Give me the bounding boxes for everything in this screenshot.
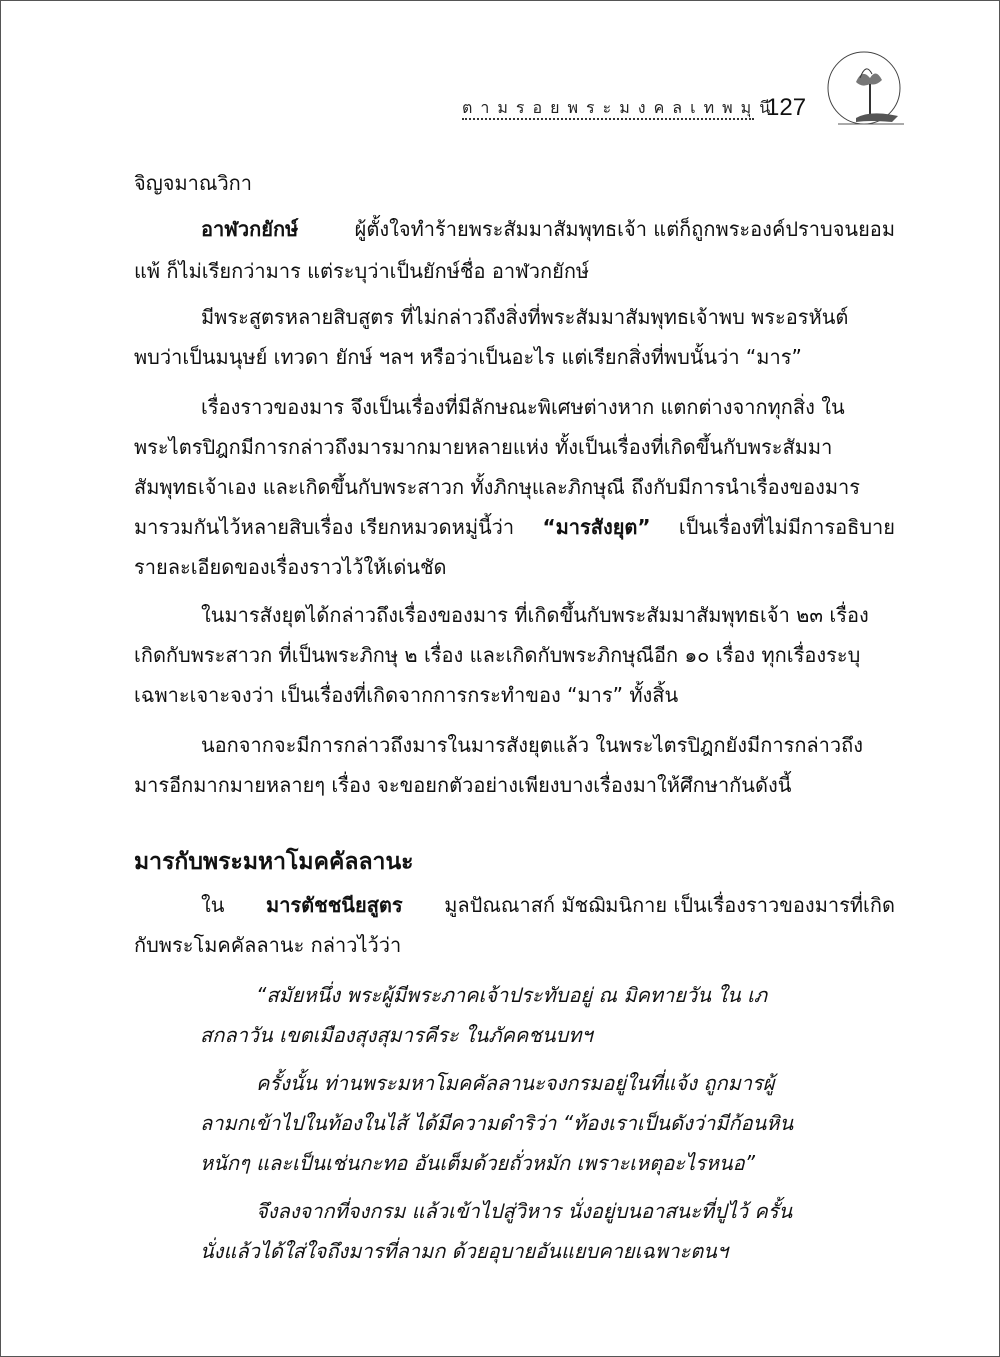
quote-line: สกลาวัน เขตเมืองสุงสุมารคีระ ในภัคคชนบทฯ [200, 1023, 593, 1047]
body-line [201, 216, 895, 242]
body-line: ในมารสังยุตได้กล่าวถึงเรื่องของมาร ที่เกิดขึ้นกับพระสัมมาสัมพุทธเจ้า ๒๓ เรื่อง [201, 603, 869, 627]
body-line: เกิดกับพระสาวก ที่เป็นพระภิกษุ ๒ เรื่อง และเกิดกับพระภิกษุณีอีก ๑๐ เรื่อง ทุกเรื่องระบุ [134, 643, 861, 667]
body-line [201, 892, 895, 918]
body-line [134, 514, 895, 540]
body-text: เป็นเรื่องที่ไม่มีการอธิบาย [678, 515, 895, 539]
bold-term: มารตัชชนียสูตร [266, 893, 403, 917]
body-line: จิญจมาณวิกา [134, 171, 253, 195]
quote-line: หนักๆ และเป็นเช่นกะทอ อันเต็มด้วยถั่วหมัก เพราะเหตุอะไรหนอ” [200, 1151, 755, 1175]
body-text: มูลปัณณาสก์ มัชฌิมนิกาย เป็นเรื่องราวของมารที่เกิด [444, 893, 895, 917]
dotted-rule [462, 118, 754, 120]
bold-term: อาฬวกยักษ์ [201, 217, 299, 241]
bold-term: “มารสังยุต” [542, 515, 651, 539]
quote-line: “สมัยหนึ่ง พระผู้มีพระภาคเจ้าประทับอยู่ ณ มิคทายวัน ใน เภ [256, 983, 768, 1007]
body-line: มารอีกมากมายหลายๆ เรื่อง จะขอยกตัวอย่างเพียงบางเรื่องมาให้ศึกษากันดังนี้ [134, 773, 792, 797]
body-line: แพ้ ก็ไม่เรียกว่ามาร แต่ระบุว่าเป็นยักษ์ชื่อ อาฬวกยักษ์ [134, 259, 590, 283]
body-line: พบว่าเป็นมนุษย์ เทวดา ยักษ์ ฯลฯ หรือว่าเป็นอะไร แต่เรียกสิ่งที่พบนั้นว่า “มาร” [134, 345, 802, 369]
body-line: มีพระสูตรหลายสิบสูตร ที่ไม่กล่าวถึงสิ่งที่พระสัมมาสัมพุทธเจ้าพบ พระอรหันต์ [201, 305, 849, 329]
body-text: ผู้ตั้งใจทำร้ายพระสัมมาสัมพุทธเจ้า แต่ก็ถูกพระองค์ปราบจนยอม [354, 217, 895, 241]
body-line: รายละเอียดของเรื่องราวไว้ให้เด่นชัด [134, 555, 447, 579]
quote-line: นั่งแล้วได้ใส่ใจถึงมารที่ลามก ด้วยอุบายอันแยบคายเฉพาะตนฯ [200, 1239, 729, 1263]
running-title: ตามรอยพระมงคลเทพมุนี [462, 98, 779, 117]
section-heading: มารกับพระมหาโมคคัลลานะ [134, 849, 414, 875]
body-line: กับพระโมคคัลลานะ กล่าวไว้ว่า [134, 933, 402, 957]
page-number: 127 [766, 94, 807, 121]
body-line: เรื่องราวของมาร จึงเป็นเรื่องที่มีลักษณะพิเศษต่างหาก แตกต่างจากทุกสิ่ง ใน [201, 395, 845, 419]
quote-line: ครั้งนั้น ท่านพระมหาโมคคัลลานะจงกรมอยู่ในที่แจ้ง ถูกมารผู้ [256, 1071, 775, 1095]
lotus-emblem-icon [826, 48, 916, 138]
body-text: มารวมกันไว้หลายสิบเรื่อง เรียกหมวดหมู่นี้ว่า [134, 515, 515, 539]
quote-line: จึงลงจากที่จงกรม แล้วเข้าไปสู่วิหาร นั่งอยู่บนอาสนะที่ปูไว้ ครั้น [256, 1199, 793, 1223]
body-line: เฉพาะเจาะจงว่า เป็นเรื่องที่เกิดจากการกระทำของ “มาร” ทั้งสิ้น [134, 683, 679, 707]
body-line: พระไตรปิฎกมีการกล่าวถึงมารมากมายหลายแห่ง ทั้งเป็นเรื่องที่เกิดขึ้นกับพระสัมมา [134, 435, 833, 459]
body-line: นอกจากจะมีการกล่าวถึงมารในมารสังยุตแล้ว ในพระไตรปิฎกยังมีการกล่าวถึง [201, 733, 864, 757]
body-text: ใน [201, 893, 225, 917]
body-line: สัมพุทธเจ้าเอง และเกิดขึ้นกับพระสาวก ทั้งภิกษุและภิกษุณี ถึงกับมีการนำเรื่องของมาร [134, 475, 861, 499]
quote-line: ลามกเข้าไปในท้องในไส้ ได้มีความดำริว่า “ท้องเราเป็นดังว่ามีก้อนหิน [200, 1111, 794, 1135]
